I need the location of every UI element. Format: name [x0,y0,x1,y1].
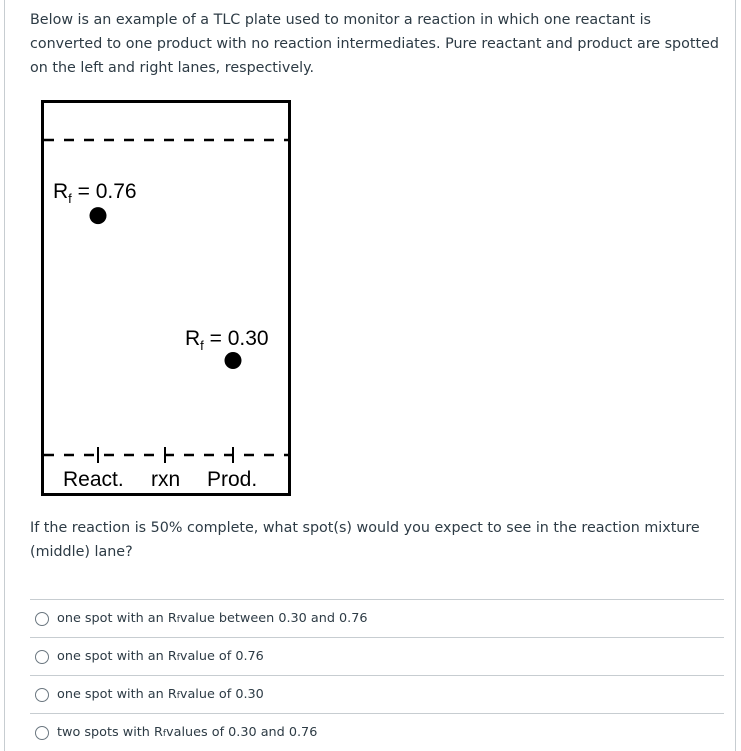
tlc-plate-diagram [41,100,293,498]
question-text: If the reaction is 50% complete, what spot(s) would you expect to see in the reaction mixture (middle) lane? [30,520,700,560]
reactant-rf-label: $R_f = 0.76$ [53,180,137,206]
answer-label[interactable]: one spot with an R f value of 0.76 [57,649,264,664]
radio-button[interactable] [35,612,49,626]
question-card [4,0,736,751]
answer-label[interactable]: two spots with R f values of 0.30 and 0.76 [57,725,318,740]
radio-button[interactable] [35,726,49,740]
intro-text: Below is an example of a TLC plate used to monitor a reaction in which one reactant is converted to one product with no reaction intermediates. Pure reactant and product are spotted on the left and right lanes, respectively. [30,12,719,76]
lane-label-reactant: React. [63,468,124,491]
answer-label[interactable]: one spot with an R f value of 0.30 [57,687,264,702]
lane-label-product: Prod. [207,468,258,491]
answer-option[interactable] [30,599,724,637]
radio-button[interactable] [35,650,49,664]
answer-option[interactable] [30,637,724,675]
answer-list [30,599,724,751]
answer-option[interactable] [30,713,724,751]
radio-button[interactable] [35,688,49,702]
lane-label-rxn: rxn [151,468,181,491]
product-spot [225,352,242,369]
product-rf-label: $R_f = 0.30$ [185,327,269,353]
answer-label[interactable]: one spot with an R f value between 0.30 and 0.76 [57,611,368,626]
answer-option[interactable] [30,675,724,713]
reactant-spot [90,207,107,224]
plate-border [43,102,290,495]
tlc-plate [41,100,293,502]
